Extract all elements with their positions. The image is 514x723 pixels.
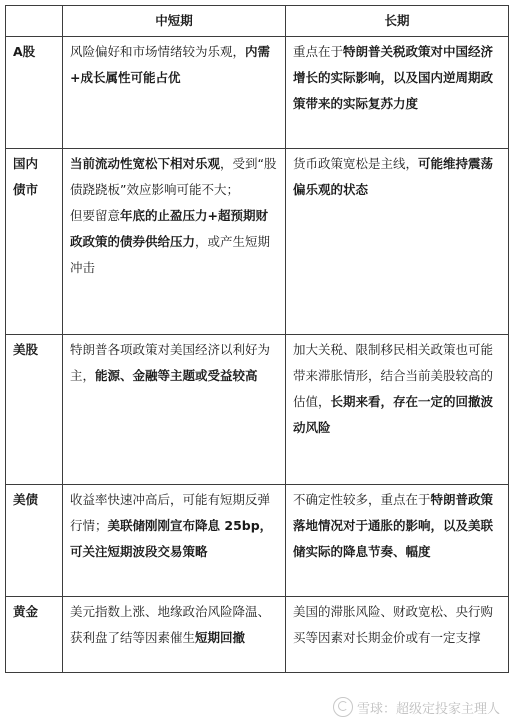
cell-text: 但要留意 <box>70 208 121 223</box>
cell-paragraph <box>70 203 278 281</box>
cell-text: 特朗普各项政策对美国经济以利好为主， <box>70 342 271 383</box>
comparison-table <box>5 5 509 673</box>
long-term-cell <box>286 485 509 597</box>
emphasis-text: 长期来看，存在一定的回撤波动风险 <box>293 394 494 435</box>
cell-paragraph <box>293 151 501 203</box>
row-label <box>6 335 63 485</box>
short-term-cell <box>63 149 286 335</box>
cell-paragraph <box>70 39 278 91</box>
emphasis-text: 能源、金融等主题或受益较高 <box>95 368 258 383</box>
long-term-cell <box>286 149 509 335</box>
row-label-line: 美债 <box>13 492 39 507</box>
corner-header <box>6 6 63 37</box>
long-term-header: 长期 <box>286 6 509 37</box>
cell-text: 美元指数上涨、地缘政治风险降温、获利盘了结等因素催生 <box>70 604 271 645</box>
long-term-cell <box>286 597 509 673</box>
cell-text: 加大关税、限制移民相关政策也可能带来滞胀情形，结合当前美股较高的估值， <box>293 342 494 409</box>
table-row <box>6 485 509 597</box>
emphasis-text: 可能维持震荡偏乐观的状态 <box>293 156 494 197</box>
short-term-cell <box>63 597 286 673</box>
cell-text: 不确定性较多，重点在于 <box>293 492 431 507</box>
emphasis-text: 特朗普政策落地情况对于通胀的影响，以及美联储实际的降息节奏、幅度 <box>293 492 494 559</box>
snowball-logo-icon <box>333 697 353 717</box>
short-term-cell <box>63 485 286 597</box>
table-row <box>6 37 509 149</box>
row-label <box>6 37 63 149</box>
cell-paragraph <box>70 487 278 565</box>
row-label <box>6 597 63 673</box>
emphasis-text: 内需+成长属性可能占优 <box>70 44 271 85</box>
short-term-header: 中短期 <box>63 6 286 37</box>
cell-text: 收益率快速冲高后，可能有短期反弹行情； <box>70 492 271 533</box>
short-term-cell <box>63 37 286 149</box>
row-label-line: 债市 <box>13 182 39 197</box>
row-label-line: A股 <box>13 44 36 59</box>
long-term-cell <box>286 37 509 149</box>
cell-paragraph <box>70 599 278 651</box>
emphasis-text: 当前流动性宽松下相对乐观 <box>70 156 221 171</box>
cell-text: 风险偏好和市场情绪较为乐观， <box>70 44 246 59</box>
long-term-cell <box>286 335 509 485</box>
table-row <box>6 335 509 485</box>
row-label <box>6 149 63 335</box>
row-label-line: 国内 <box>13 156 39 171</box>
cell-text: 货币政策宽松是主线， <box>293 156 419 171</box>
cell-paragraph <box>293 39 501 117</box>
row-label-line: 美股 <box>13 342 39 357</box>
emphasis-text: 短期回撤 <box>195 630 246 645</box>
header-row <box>6 6 509 37</box>
watermark-text: 雪球：超级定投家主理人 <box>356 701 500 717</box>
cell-paragraph <box>70 151 278 203</box>
watermark <box>333 697 500 717</box>
cell-text: ，受到“股债跷跷板”效应影响可能不大； <box>70 156 277 197</box>
cell-text: ，或产生短期冲击 <box>70 234 271 275</box>
cell-paragraph <box>293 487 501 565</box>
cell-paragraph <box>293 337 501 441</box>
row-label-line: 黄金 <box>13 604 39 619</box>
cell-text: 美国的滞胀风险、财政宽松、央行购买等因素对长期金价或有一定支撑 <box>293 604 494 645</box>
emphasis-text: 特朗普关税政策对中国经济增长的实际影响，以及国内逆周期政策带来的实际复苏力度 <box>293 44 494 111</box>
emphasis-text: 美联储刚刚宣布降息 25bp，可关注短期波段交易策略 <box>70 518 273 559</box>
short-term-cell <box>63 335 286 485</box>
emphasis-text: 年底的止盈压力+超预期财政政策的债券供给压力 <box>70 208 268 249</box>
table-row <box>6 149 509 335</box>
cell-text: 重点在于 <box>293 44 344 59</box>
cell-paragraph <box>70 337 278 389</box>
table-row <box>6 597 509 673</box>
row-label <box>6 485 63 597</box>
cell-paragraph <box>293 599 501 651</box>
